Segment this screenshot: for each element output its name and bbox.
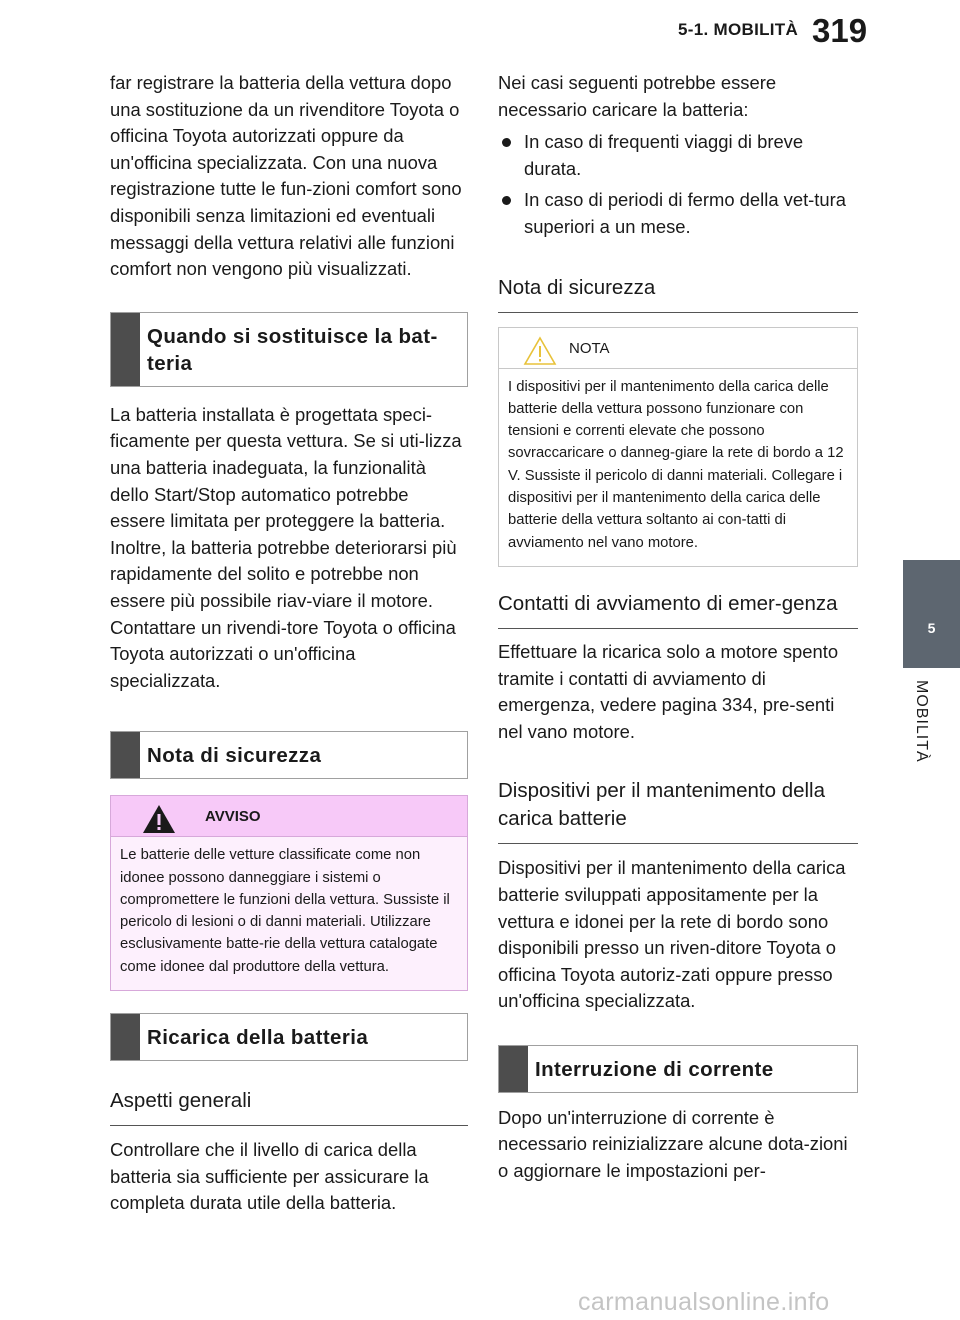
note-title: NOTA [569, 339, 610, 357]
subheading-safety-note: Nota di sicurezza [498, 274, 858, 313]
heading-battery-charging [110, 1013, 468, 1061]
intro-paragraph: far registrare la batteria della vettura dopo una sostituzione da un rivenditore Toyota o officina Toyota autorizzati oppure da un'officina specializzata. Con una nuova registrazione tutte le fun-zioni comfort sono disponibili senza limitazioni ed eventuali messaggi della vettura relativi alle funzioni comfort non vengono più visualizzati. [110, 72, 462, 280]
heading-safety-note [110, 731, 468, 779]
subheading-general: Aspetti generali [110, 1087, 468, 1126]
note-text: I dispositivi per il mantenimento della carica delle batterie della vettura possono funzionare con tensioni e correnti elevate che possono sovraccaricare o danneg-giare la rete di bordo a 12 V. Sussiste il pericolo di danni materiali. Collegare i dispositivi per il mantenimento della carica delle batterie della vettura soltanto ai con-tatti di avviamento nel vano motore. [508, 378, 844, 551]
heading-battery-replacement [110, 312, 468, 387]
general-paragraph: Controllare che il livello di carica della batteria sia sufficiente per assicurare la completa durata utile della batteria. [110, 1139, 429, 1214]
heading-text: Ricarica della batteria [147, 1026, 369, 1050]
watermark: carmanualsonline.info [578, 1288, 830, 1316]
left-column [110, 70, 468, 1217]
heading-text: Nota di sicurezza [147, 744, 322, 768]
heading-text: Quando si sostituisce la bat-teria [147, 324, 438, 375]
section-title: 5-1. MOBILITÀ [678, 20, 799, 39]
heading-bar [499, 1046, 528, 1092]
subheading-battery-maintainers: Dispositivi per il mantenimento della carica batterie [498, 777, 858, 844]
chapter-tab-number: 5 [927, 620, 936, 636]
warning-text: Le batterie delle vetture classificate come non idonee possono danneggiare i sistemi o compromettere le funzioni della vettura. Sussiste il pericolo di lesioni o di danni materiali. Utilizzare esclusivamente batte-rie della vettura catalogate come idonee dal produttore della vettura. [120, 847, 450, 975]
chapter-tab [903, 560, 960, 668]
note-box [498, 327, 858, 567]
heading-bar [111, 732, 140, 778]
heading-text: Interruzione di corrente [535, 1057, 774, 1081]
caution-triangle-icon [523, 336, 557, 366]
heading-power-outage [498, 1045, 858, 1093]
power-outage-paragraph: Dopo un'interruzione di corrente è necessario reinizializzare alcune dota-zioni o aggiornare le impostazioni per- [498, 1106, 848, 1182]
battery-maintainers-paragraph: Dispositivi per il mantenimento della carica batterie sviluppati appositamente per la vettura e idonei per la rete di bordo sono disponibili presso un riven-ditore Toyota o officina Toyota autoriz-zati oppure presso un'officina specializzata. [498, 857, 846, 1012]
heading-bar [111, 313, 140, 386]
replacement-paragraph: La batteria installata è progettata speci-ficamente per questa vettura. Se si uti-lizza una batteria inadeguata, la funzionalità dello Start/Stop automatico potrebbe essere limitata per proteggere la batteria. Inoltre, la batteria potrebbe deteriorarsi più rapidamente del solito e potrebbe non essere più possibile riav-viare il motore. Contattare un rivendi-tore Toyota o officina Toyota autorizzati o un'officina specializzata. [110, 403, 462, 691]
subheading-emergency-contacts: Contatti di avviamento di emer-genza [498, 590, 858, 629]
warning-title: AVVISO [205, 808, 261, 826]
warning-triangle-icon [142, 804, 176, 834]
list-item: In caso di periodi di fermo della vet-tura superiori a un mese. [498, 187, 858, 240]
chapter-tab-label: MOBILITÀ [913, 680, 930, 763]
warning-box [110, 795, 468, 991]
right-column [498, 70, 858, 1185]
warning-header [111, 796, 467, 837]
heading-bar [111, 1014, 140, 1060]
page-number: 319 [812, 12, 868, 49]
charging-cases-list [498, 129, 858, 240]
note-header [499, 328, 857, 369]
charging-intro-paragraph: Nei casi seguenti potrebbe essere necessario caricare la batteria: [498, 72, 777, 120]
list-item: In caso di frequenti viaggi di breve durata. [498, 129, 858, 182]
emergency-contacts-paragraph: Effettuare la ricarica solo a motore spento tramite i contatti di avviamento di emergenza, vedere pagina 334, pre-senti nel vano motore. [498, 640, 839, 742]
